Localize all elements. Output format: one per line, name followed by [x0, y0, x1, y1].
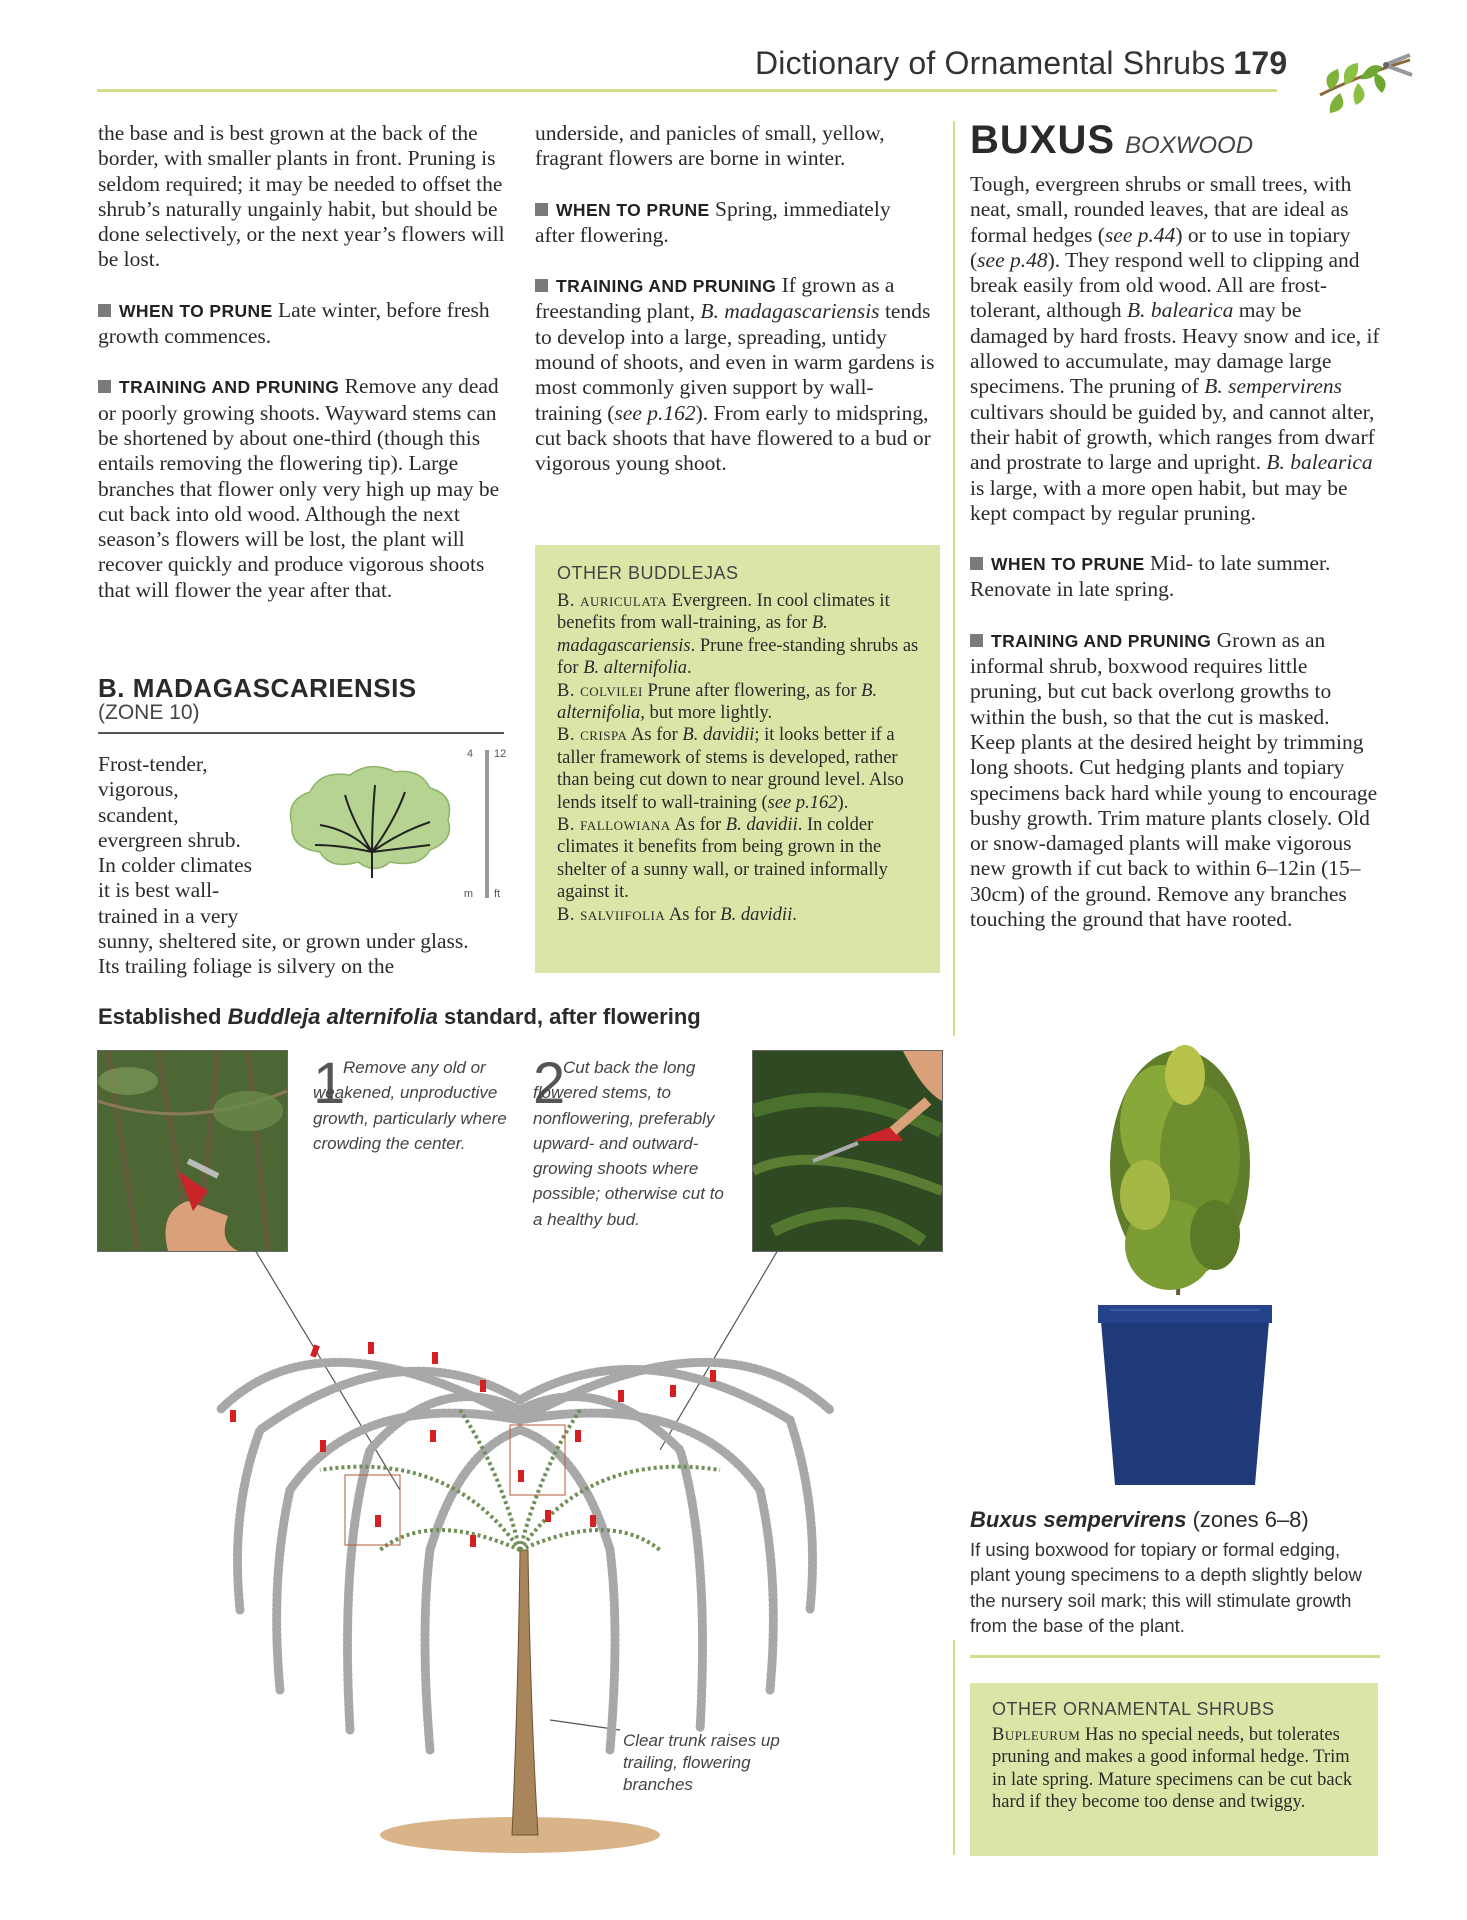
caption-text: Cut back the long flowered stems, to nonflowering, preferably upward- and outward-growing shoots where possible; otherwise cut to a healthy bud. [533, 1058, 724, 1229]
step-caption [313, 1051, 513, 1156]
text-run: , but more lightly. [640, 703, 773, 724]
text-run: ). They respond well to clipping and break easily from old wood. All are frost-tolerant, although [970, 247, 1360, 323]
bullet-square-icon [535, 203, 548, 216]
text-line: evergreen shrub. [98, 827, 241, 852]
paragraph-text: Late winter, before fresh growth commences. [98, 297, 490, 349]
paragraph-text: Grown as an informal shrub, boxwood requires little pruning, but cut back overlong growths to within the bush, so that the cut is masked. Keep plants at the desired height by trimming long shoots. Cut hedging plants and topiary specimens back hard while young to encourage bushy growth. Trim mature plants closely. Old or snow-damaged plants will make vigorous new growth if cut back to within 6–12in (15–30cm) of the ground. Remove any branches touching the ground that have rooted. [970, 627, 1378, 932]
list-item [557, 680, 922, 725]
training-pruning-paragraph [98, 374, 518, 603]
text-line: Its trailing foliage is silvery on the [98, 954, 395, 979]
scale-unit: ft [494, 888, 501, 900]
paragraph: underside, and panicles of small, yellow, fragrant flowers are borne in winter. [535, 121, 885, 171]
trunk-caption: Clear trunk raises up trailing, flowering branches [623, 1731, 780, 1794]
genus-heading [970, 118, 1253, 163]
list-item [557, 904, 922, 926]
training-pruning-paragraph [535, 273, 935, 476]
plant-name: B. madagascariensis [700, 299, 880, 324]
text-run: Established [98, 1004, 222, 1029]
bullet-square-icon [535, 279, 548, 292]
pruning-photo-2 [752, 1050, 943, 1252]
training-pruning-paragraph [970, 628, 1380, 933]
text-run: As for [631, 725, 678, 746]
entry-name: B. salviifolia [557, 904, 666, 925]
text-run: ). From early to midspring, cut back shoots that have flowered to a bud or vigorous young shoot. [535, 400, 931, 476]
entry-name: B. fallowiana [557, 815, 671, 836]
plant-name: B. sempervirens [1204, 374, 1342, 399]
text-run: may be damaged by hard frosts. Heavy snow and ice, if allowed to accumulate, may damage large specimens. The pruning of [970, 298, 1380, 399]
pruning-shears-leaf-icon [1300, 35, 1420, 125]
entry-name: B. colvilei [557, 680, 643, 701]
entry-name: B. auriculata [557, 591, 668, 611]
paragraph-text: Mid- to late summer. Renovate in late spring. [970, 551, 1331, 602]
box-title: OTHER BUDDLEJAS [557, 563, 739, 583]
text-run: If grown as a freestanding plant, [535, 273, 895, 324]
section-rule [970, 1655, 1380, 1658]
column-1 [98, 121, 518, 628]
text-run: ). [837, 792, 849, 813]
text-run: . Prune free-standing shrubs as for [557, 635, 919, 679]
text-line: Frost-tender, [98, 752, 208, 776]
text-run: . [687, 658, 692, 679]
other-buddlejas-box [535, 545, 940, 973]
column-3 [970, 172, 1380, 957]
cross-reference: see p.48 [977, 247, 1048, 272]
cross-reference: see p.162 [767, 792, 838, 813]
paragraph-text: Spring, immediately after flowering. [535, 196, 891, 247]
run-in-heading: TRAINING AND PRUNING [119, 377, 340, 398]
when-to-prune-paragraph [970, 551, 1380, 603]
other-ornamental-shrubs-box [970, 1683, 1378, 1856]
shrub-silhouette-icon [290, 767, 449, 878]
box-body [557, 590, 922, 926]
bullet-square-icon [98, 304, 111, 317]
scale-unit: m [463, 888, 473, 900]
plant-name: B. madagascariensis [557, 613, 828, 656]
plant-name: B. balearica [1127, 298, 1234, 323]
page-header-title [755, 45, 1287, 82]
column-2 [535, 121, 935, 502]
potted-boxwood-photo [1090, 1045, 1280, 1490]
plant-name: B. davidii [682, 725, 755, 746]
plant-name: B. balearica [1266, 450, 1373, 475]
bullet-square-icon [970, 557, 983, 570]
column-divider [953, 1640, 955, 1855]
plant-name: B. davidii [720, 904, 793, 925]
text-run: tends to develop into a large, spreading, untidy mound of shoots, and even in warm gardens is most commonly given support by wall-training ( [535, 299, 935, 425]
text-line: scandent, [98, 802, 179, 827]
running-head: Dictionary of Ornamental Shrubs [755, 45, 1226, 81]
paragraph [970, 172, 1380, 526]
genus-name: BUXUS [970, 118, 1116, 162]
entry-name: Bupleurum [992, 1725, 1081, 1745]
box-body [992, 1724, 1362, 1814]
text-run: ) or to use in topiary ( [970, 222, 1351, 272]
text-run: As for [674, 815, 722, 836]
text-run: Prune after flowering, as for [647, 680, 857, 701]
text-run: . In colder climates it benefits from being grown in the shelter of a sunny wall, or trained informally against it. [557, 815, 888, 903]
text-line: vigorous, [98, 777, 179, 802]
text-run: standard, after flowering [444, 1004, 701, 1029]
scale-label: 12 [494, 748, 507, 760]
zone-label: (zones 6–8) [1192, 1507, 1309, 1532]
plant-name: Buddleja alternifolia [227, 1004, 438, 1029]
text-run: ; it looks better if a taller framework of stems is developed, rather than being cut down to near ground level. Also lends itself to wall-training ( [557, 725, 904, 813]
text-line: sunny, sheltered site, or grown under glass. [98, 929, 469, 954]
step-caption [533, 1051, 738, 1232]
leader-line [660, 1250, 778, 1450]
when-to-prune-paragraph [535, 197, 935, 249]
plant-name: B. alternifolia [583, 658, 688, 679]
paragraph: the base and is best grown at the back of the border, with smaller plants in front. Pruning is seldom required; it may be needed to offset the shrub’s naturally ungainly habit, but should be done selectively, or the next year’s flowers will be lost. [98, 121, 505, 272]
text-run: Evergreen. In cool climates it benefits from wall-training, as for [557, 591, 890, 634]
run-in-heading: TRAINING AND PRUNING [556, 276, 777, 297]
text-run: is large, with a more open habit, but may be kept compact by regular pruning. [970, 475, 1348, 525]
photo-caption-title [970, 1507, 1309, 1533]
run-in-heading: WHEN TO PRUNE [556, 199, 710, 220]
heading-rule [98, 732, 504, 734]
entry-text: Has no special needs, but tolerates pruning and makes a good informal hedge. Trim in late spring. Mature specimens can be cut back hard if they become too dense and twiggy. [992, 1725, 1353, 1813]
text-run: Tough, evergreen shrubs or small trees, with neat, small, rounded leaves, that are ideal as formal hedges ( [970, 172, 1352, 247]
plant-name: B. alternifolia [557, 680, 878, 724]
bullet-square-icon [98, 380, 111, 393]
list-item [557, 590, 922, 680]
when-to-prune-paragraph [98, 298, 518, 350]
common-name: BOXWOOD [1125, 132, 1254, 159]
pruning-photo-1 [97, 1050, 288, 1252]
paragraph-text: Remove any dead or poorly growing shoots. Wayward stems can be shortened by about one-third (though this entails removing the flowering tip). Large branches that flower only very high up may be cut back into old wood. Although the next season’s flowers will be lost, the plant will recover quickly and produce vigorous shoots that will flower the year after that. [98, 374, 500, 602]
section-heading: B. MADAGASCARIENSIS [98, 673, 417, 703]
column-divider [953, 121, 955, 1036]
step-number: 1 [313, 1051, 346, 1116]
page-number: 179 [1233, 45, 1288, 81]
zone-label: (ZONE 10) [98, 701, 200, 724]
plant-name: B. davidii [725, 815, 798, 836]
illustration-title [98, 1004, 701, 1030]
tree-trunk [512, 1550, 538, 1835]
cross-reference: see p.44 [1104, 222, 1176, 247]
text-run: As for [668, 904, 716, 925]
run-in-heading: WHEN TO PRUNE [991, 554, 1145, 575]
list-item [557, 814, 922, 904]
text-run: . [792, 904, 797, 925]
bullet-square-icon [970, 634, 983, 647]
photo-caption-text: If using boxwood for topiary or formal edging, plant young specimens to a depth slightly below the nursery soil mark; this will stimulate growth from the base of the plant. [970, 1539, 1362, 1636]
header-rule [97, 89, 1277, 92]
box-title: OTHER ORNAMENTAL SHRUBS [992, 1699, 1275, 1719]
text-line: In colder climates [98, 853, 253, 878]
text-run: cultivars should be guided by, and cannot alter, their habit of growth, which ranges from dwarf and prostrate to large and upright. [970, 399, 1375, 475]
plant-name: Buxus sempervirens [970, 1507, 1187, 1532]
run-in-heading: TRAINING AND PRUNING [991, 630, 1212, 651]
text-line: trained in a very [98, 903, 239, 928]
entry-name: B. crispa [557, 725, 628, 746]
run-in-heading: WHEN TO PRUNE [119, 300, 273, 321]
caption-text: Remove any old or weakened, unproductive growth, particularly where crowding the center. [313, 1058, 507, 1153]
boxwood-foliage [1110, 1045, 1250, 1290]
scale-label: 4 [466, 748, 473, 760]
text-line: it is best wall- [98, 878, 220, 903]
list-item [557, 724, 922, 814]
step-number: 2 [533, 1051, 566, 1116]
cross-reference: see p.162 [614, 400, 696, 425]
shrub-size-diagram [280, 740, 520, 910]
plant-pot [1100, 1310, 1270, 1485]
